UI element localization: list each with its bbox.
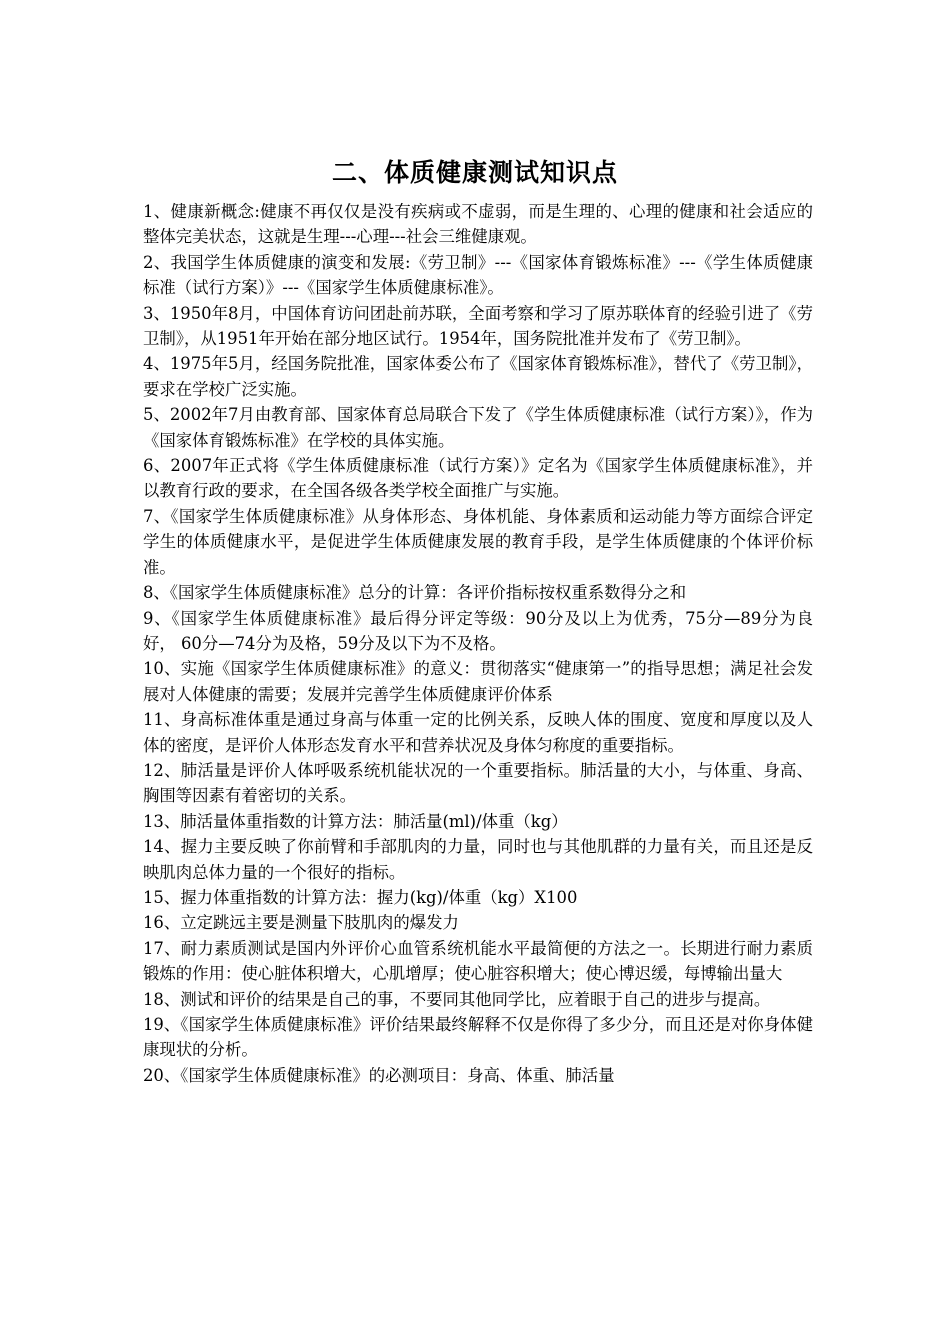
list-item: 14、握力主要反映了你前臂和手部肌肉的力量，同时也与其他肌群的力量有关，而且还是反映肌肉总体力量的一个很好的指标。 bbox=[143, 837, 813, 882]
list-item: 20、《国家学生体质健康标准》的必测项目：身高、体重、肺活量 bbox=[143, 1065, 615, 1085]
knowledge-list bbox=[143, 199, 813, 1088]
list-item: 3、1950年8月，中国体育访问团赴前苏联，全面考察和学习了原苏联体育的经验引进了《劳卫制》，从1951年开始在部分地区试行。1954年，国务院批准并发布了《劳卫制》。 bbox=[143, 303, 813, 349]
list-item: 5、2002年7月由教育部、国家体育总局联合下发了《学生体质健康标准（试行方案）》，作为《国家体育锻炼标准》在学校的具体实施。 bbox=[143, 405, 813, 450]
list-item: 12、肺活量是评价人体呼吸系统机能状况的一个重要指标。肺活量的大小，与体重、身高、胸围等因素有着密切的关系。 bbox=[143, 760, 813, 806]
list-item: 11、身高标准体重是通过身高与体重一定的比例关系，反映人体的围度、宽度和厚度以及人体的密度，是评价人体形态发育水平和营养状况及身体匀称度的重要指标。 bbox=[143, 710, 813, 755]
list-item: 19、《国家学生体质健康标准》评价结果最终解释不仅是你得了多少分，而且还是对你身体健康现状的分析。 bbox=[143, 1015, 813, 1060]
page-title: 二、体质健康测试知识点 bbox=[331, 158, 618, 187]
list-item: 4、1975年5月，经国务院批准，国家体委公布了《国家体育锻炼标准》，替代了《劳卫制》，要求在学校广泛实施。 bbox=[143, 354, 813, 399]
list-item: 1、健康新概念:健康不再仅仅是没有疾病或不虚弱，而是生理的、心理的健康和社会适应的整体完美状态，这就是生理---心理---社会三维健康观。 bbox=[143, 202, 813, 247]
list-item: 17、耐力素质测试是国内外评价心血管系统机能水平最简便的方法之一。长期进行耐力素质锻炼的作用：使心脏体积增大，心肌增厚；使心脏容积增大；使心博迟缓，每博输出量大 bbox=[143, 938, 813, 984]
list-item: 18、测试和评价的结果是自己的事，不要同其他同学比，应着眼于自己的进步与提高。 bbox=[143, 989, 771, 1009]
list-item: 16、立定跳远主要是测量下肢肌肉的爆发力 bbox=[143, 913, 459, 933]
list-item: 8、《国家学生体质健康标准》总分的计算：各评价指标按权重系数得分之和 bbox=[143, 583, 687, 603]
list-item: 9、《国家学生体质健康标准》最后得分评定等级：90分及以上为优秀，75分—89分为良好， 60分—74分为及格，59分及以下为不及格。 bbox=[143, 608, 813, 653]
list-item: 10、实施《国家学生体质健康标准》的意义：贯彻落实“健康第一”的指导思想；满足社会发展对人体健康的需要；发展并完善学生体质健康评价体系 bbox=[143, 659, 813, 704]
list-item: 15、握力体重指数的计算方法：握力(kg)/体重（kg）X100 bbox=[143, 887, 578, 907]
list-item: 6、2007年正式将《学生体质健康标准（试行方案）》定名为《国家学生体质健康标准》，并以教育行政的要求，在全国各级各类学校全面推广与实施。 bbox=[143, 456, 813, 501]
list-item: 13、肺活量体重指数的计算方法：肺活量(ml)/体重（kg） bbox=[143, 811, 568, 831]
list-item: 2、我国学生体质健康的演变和发展:《劳卫制》---《国家体育锻炼标准》---《学生体质健康标准（试行方案）》---《国家学生体质健康标准》。 bbox=[143, 252, 813, 298]
list-item: 7、《国家学生体质健康标准》从身体形态、身体机能、身体素质和运动能力等方面综合评定学生的体质健康水平，是促进学生体质健康发展的教育手段，是学生体质健康的个体评价标准。 bbox=[143, 506, 813, 577]
